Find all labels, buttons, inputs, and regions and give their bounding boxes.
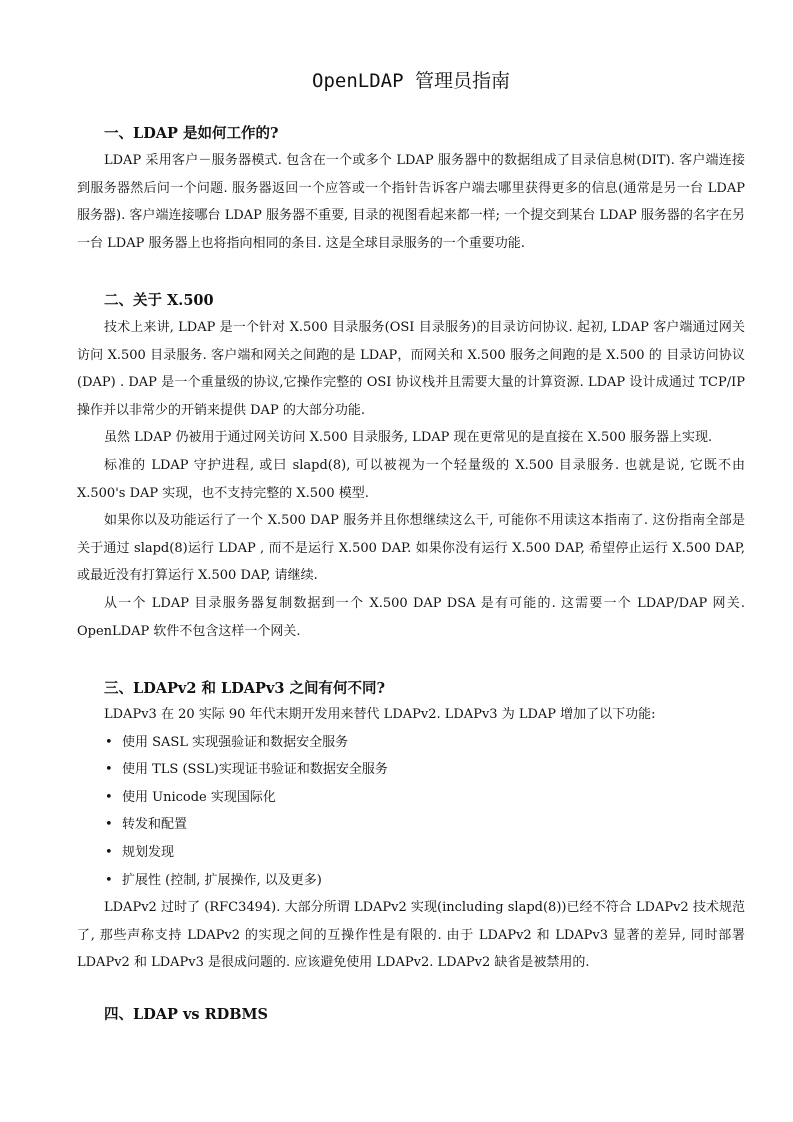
bullet-icon: • bbox=[105, 844, 113, 860]
section-2-body bbox=[77, 314, 745, 645]
list-item bbox=[77, 729, 745, 757]
list-item-text: 使用 SASL 实现强验证和数据安全服务 bbox=[122, 734, 349, 750]
section-heading-4: 四、LDAP vs RDBMS bbox=[104, 1006, 269, 1023]
bullet-icon: • bbox=[105, 789, 113, 805]
bullet-icon: • bbox=[105, 872, 113, 888]
section-3-body bbox=[77, 701, 745, 977]
section-heading-3: 三、LDAPv2 和 LDAPv3 之间有何不同? bbox=[104, 680, 386, 697]
list-item bbox=[77, 756, 745, 784]
list-item bbox=[77, 784, 745, 812]
feature-list bbox=[77, 729, 745, 895]
section-1-body bbox=[77, 147, 745, 257]
paragraph: 标准的 LDAP 守护进程, 或曰 slapd(8), 可以被视为一个轻量级的 X.500 目录服务. 也就是说, 它既不由 X.500's DAP 实现，也不支持完整的 X.500 模型. bbox=[77, 457, 745, 501]
list-item bbox=[77, 839, 745, 867]
paragraph: LDAPv2 过时了 (RFC3494). 大部分所谓 LDAPv2 实现(including slapd(8))已经不符合 LDAPv2 技术规范了, 那些声称支持 LDAPv2 的实现之间的互操作性是有限的. 由于 LDAPv2 和 LDAPv3 显著的差异, 同时部署 LDAPv2 和 LDAPv3 是很成问题的. 应该避免使用 LDAPv2. LDAPv2 缺省是被禁用的. bbox=[77, 900, 745, 971]
paragraph: LDAPv3 在 20 实际 90 年代末期开发用来替代 LDAPv2. LDAPv3 为 LDAP 增加了以下功能: bbox=[104, 707, 656, 722]
paragraph: LDAP 采用客户－服务器模式. 包含在一个或多个 LDAP 服务器中的数据组成了目录信息树(DIT). 客户端连接到服务器然后问一个问题. 服务器返回一个应答或一个指针告诉客户端去哪里获得更多的信息(通常是另一台 LDAP 服务器). 客户端连接哪台 LDAP 服务器不重要, 目录的视图看起来都一样; 一个提交到某台 LDAP 服务器的名字在另一台 LDAP 服务器上也将指向相同的条目. 这是全球目录服务的一个重要功能. bbox=[77, 153, 745, 251]
bullet-icon: • bbox=[105, 734, 113, 750]
list-item-text: 使用 TLS (SSL)实现证书验证和数据安全服务 bbox=[122, 762, 388, 778]
list-item-text: 使用 Unicode 实现国际化 bbox=[122, 789, 276, 805]
section-heading-2: 二、关于 X.500 bbox=[104, 292, 214, 309]
document-title: OpenLDAP 管理员指南 bbox=[312, 70, 510, 92]
paragraph: 虽然 LDAP 仍被用于通过网关访问 X.500 目录服务, LDAP 现在更常见的是直接在 X.500 服务器上实现. bbox=[104, 430, 713, 446]
paragraph: 从一个 LDAP 目录服务器复制数据到一个 X.500 DAP DSA 是有可能的. 这需要一个 LDAP/DAP 网关. OpenLDAP 软件不包含这样一个网关. bbox=[77, 595, 745, 639]
list-item-text: 扩展性 (控制, 扩展操作, 以及更多) bbox=[122, 872, 322, 888]
list-item-text: 转发和配置 bbox=[122, 817, 188, 833]
paragraph: 技术上来讲, LDAP 是一个针对 X.500 目录服务(OSI 目录服务)的目录访问协议. 起初, LDAP 客户端通过网关访问 X.500 目录服务. 客户端和网关之间跑的是 LDAP，而网关和 X.500 服务之间跑的是 X.500 的 目录访问协议 (DAP) . DAP 是一个重量级的协议,它操作完整的 OSI 协议栈并且需要大量的计算资源. LDAP 设计成通过 TCP/IP 操作并以非常少的开销来提供 DAP 的大部分功能. bbox=[77, 320, 745, 418]
list-item-text: 规划发现 bbox=[122, 844, 175, 860]
list-item bbox=[77, 867, 745, 895]
bullet-icon: • bbox=[105, 817, 113, 833]
list-item bbox=[77, 811, 745, 839]
bullet-icon: • bbox=[105, 762, 113, 778]
section-heading-1: 一、LDAP 是如何工作的? bbox=[104, 125, 279, 142]
paragraph: 如果你以及功能运行了一个 X.500 DAP 服务并且你想继续这么干, 可能你不用读这本指南了. 这份指南全部是关于通过 slapd(8)运行 LDAP , 而不是运行 X.500 DAP. 如果你没有运行 X.500 DAP, 希望停止运行 X.500 DAP, 或最近没有打算运行 X.500 DAP, 请继续. bbox=[77, 513, 745, 584]
